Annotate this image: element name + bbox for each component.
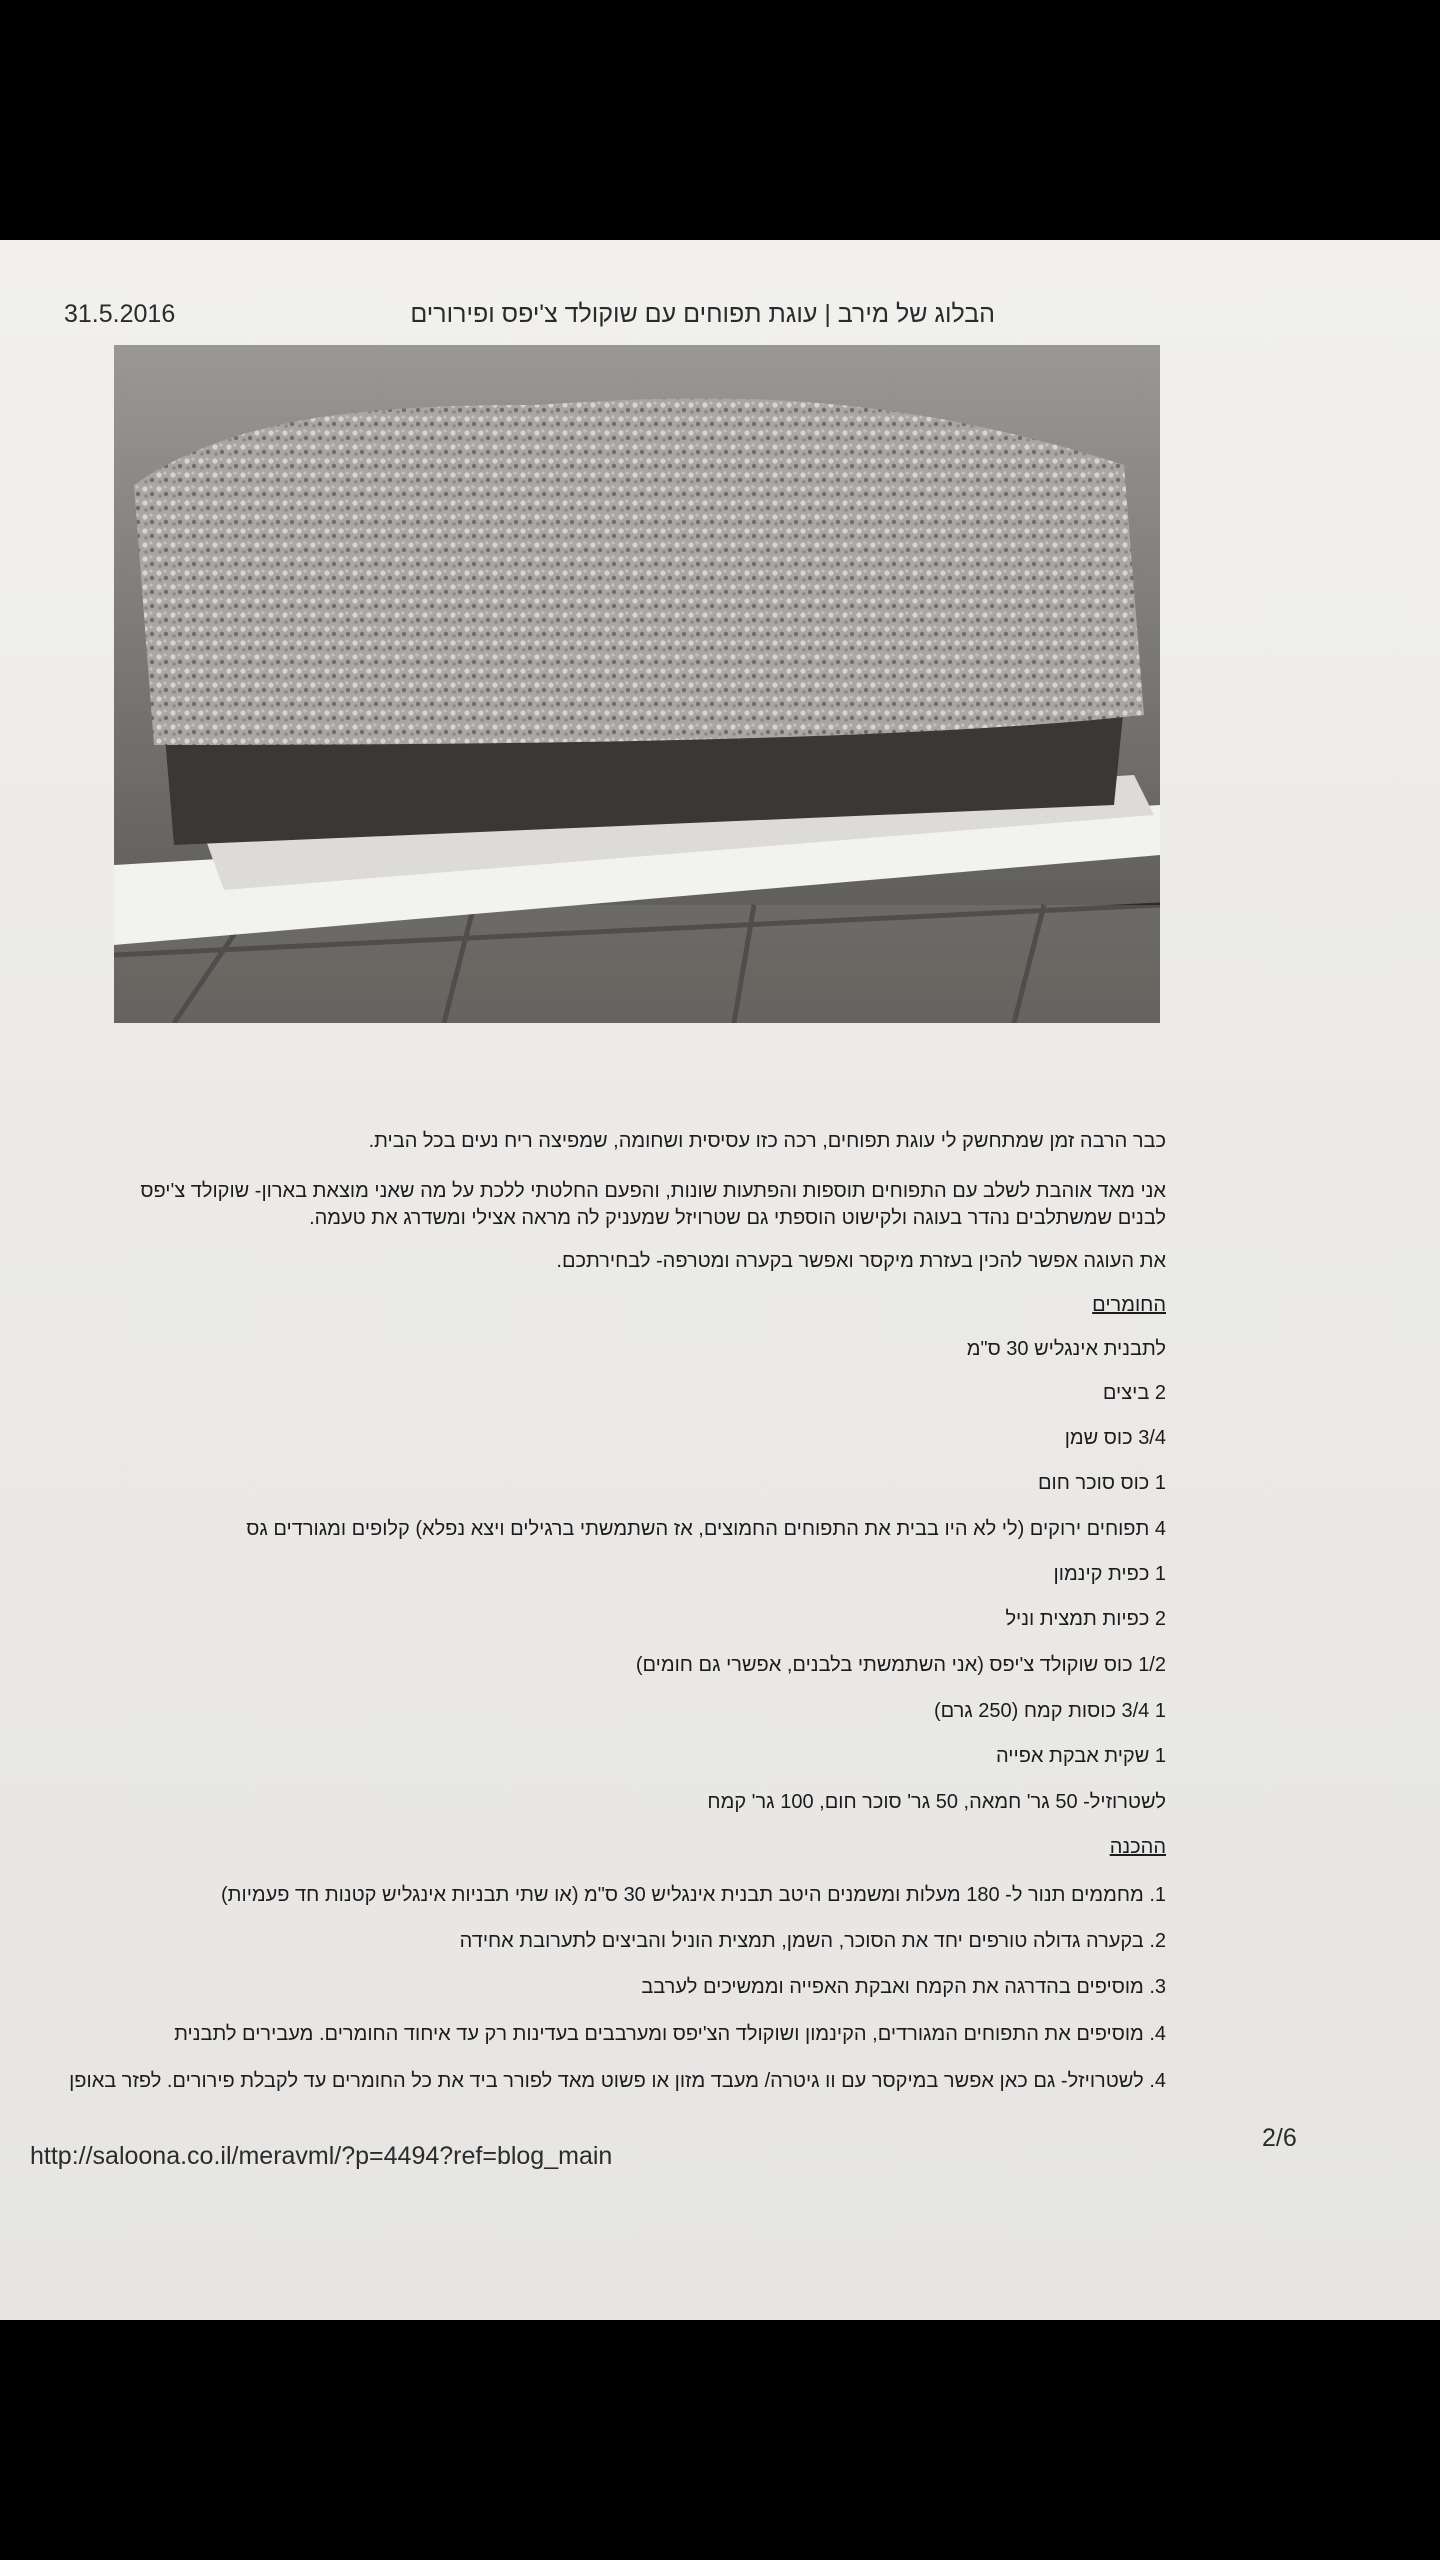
recipe-text [69,1130,1166,2110]
preparation-step: 4. מוסיפים את התפוחים המגורדים, הקינמון ושוקולד הצ'יפס ומערבבים בעדינות רק עד איחוד החומרים. מעבירים לתבנית [174,2023,1166,2045]
preparation-step: 3. מוסיפים בהדרגה את הקמח ואבקת האפייה וממשיכים לערבב [641,1976,1166,1998]
preparation-heading: ההכנה [1109,1836,1166,1858]
cake-photo-drawing [114,345,1160,1023]
ingredient-item: 4 תפוחים ירוקים (לי לא היו בבית את התפוחים החמוצים, אז השתמשתי ברגילים ויצא נפלא) קלופים ומגורדים גס [246,1518,1166,1540]
ingredient-item: לתבנית אינגליש 30 ס"מ [966,1338,1166,1360]
cake-photo [114,345,1160,1023]
ingredient-item: 2 כפיות תמצית וניל [1005,1608,1166,1630]
preparation-step: 4. לשטרויזל- גם כאן אפשר במיקסר עם וו גיטרה/ מעבד מזון או פשוט מאד לפורר ביד את כל החומרים עד לקבלת פירורים. לפזר באופן [69,2070,1166,2092]
intro-paragraph-1: כבר הרבה זמן שמתחשק לי עוגת תפוחים, רכה כזו עסיסית ושחומה, שמפיצה ריח נעים בכל הבית. [368,1130,1166,1152]
page-title: הבלוג של מירב | עוגת תפוחים עם שוקולד צ'יפס ופירורים [410,300,995,328]
ingredient-item: 1 3/4 כוסות קמח (250 גרם) [933,1700,1166,1722]
intro-paragraph-3: את העוגה אפשר להכין בעזרת מיקסר ואפשר בקערה ומטרפה- לבחירתכם. [556,1250,1166,1272]
ingredient-item: 3/4 כוס שמן [1064,1427,1166,1449]
ingredient-item: לשטרוזיל- 50 גר' חמאה, 50 גר' סוכר חום, 100 גר' קמח [707,1791,1166,1813]
ingredient-item: 1/2 כוס שוקולד צ'יפס (אני השתמשתי בלבנים, אפשרי גם חומים) [635,1654,1166,1676]
preparation-step: 1. מחממים תנור ל- 180 מעלות ומשמנים היטב תבנית אינגליש 30 ס"מ (או שתי תבניות אינגליש קטנות חד פעמיות) [221,1884,1166,1906]
print-date: 31.5.2016 [64,300,176,328]
ingredient-item: 2 ביצים [1102,1382,1166,1404]
ingredient-item: 1 שקית אבקת אפייה [996,1745,1166,1767]
ingredient-item: 1 כוס סוכר חום [1037,1472,1166,1494]
ingredient-item: 1 כפית קינמון [1053,1563,1166,1585]
intro-paragraph-2: אני מאד אוהבת לשלב עם התפוחים תוספות והפתעות שונות, והפעם החלטתי ללכת על מה שאני מוצאת בארון- שוקולד צ'יפס לבנים שמשתלבים נהדר בעוגה ולקישוט הוספתי גם שטרויזל שמעניק לה מראה אצילי ומשדרג את טעמה. [140,1180,1166,1229]
ingredients-heading: החומרים [1092,1294,1166,1316]
page-number: 2/6 [1262,2124,1297,2152]
footer-url: http://saloona.co.il/meravml/?p=4494?ref=blog_main [30,2142,613,2170]
preparation-step: 2. בקערה גדולה טורפים יחד את הסוכר, השמן, תמצית הוניל והביצים לתערובת אחידה [459,1930,1166,1952]
